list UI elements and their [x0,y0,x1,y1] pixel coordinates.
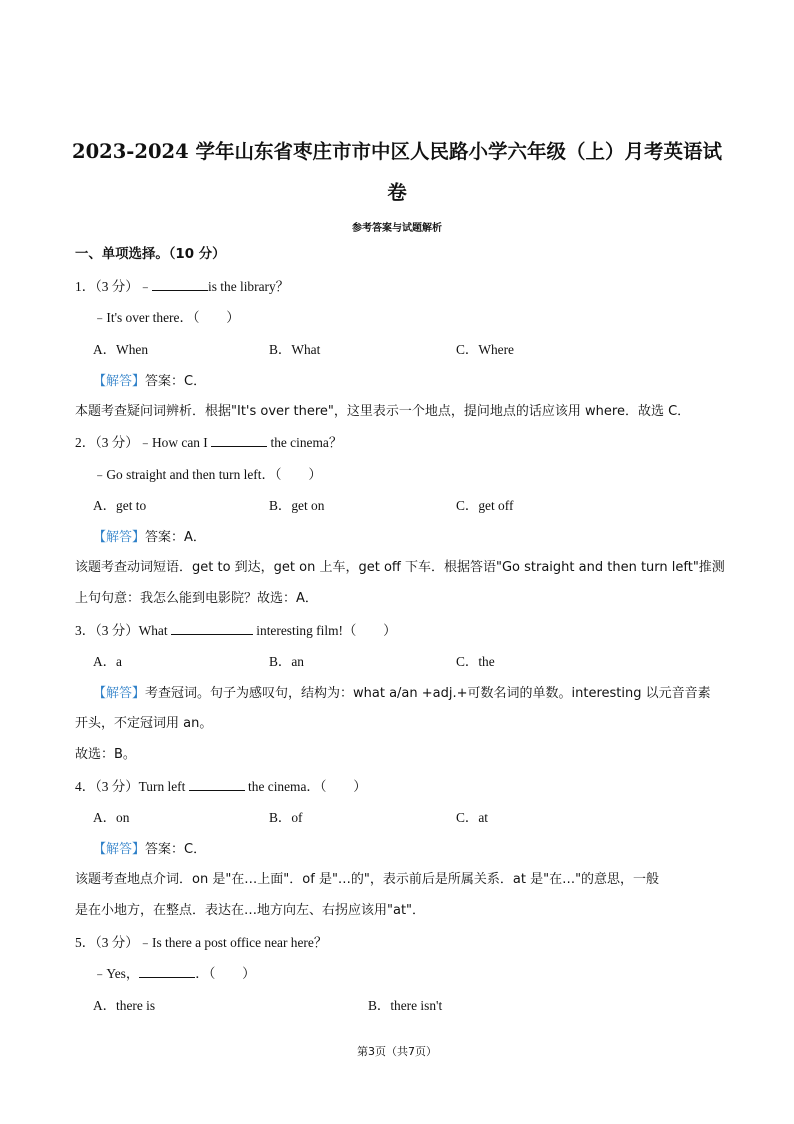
question-3 [75,622,397,640]
question-1-stem-post: is the library？ [208,279,290,294]
question-5-reply [93,965,256,983]
page-title-line-2: 卷 [387,181,407,204]
question-4-option-b: B．of [269,810,303,825]
question-4-answer [93,840,206,859]
question-5-option-a: A．there is [93,998,156,1013]
question-3-stem-pre: 3．（3 分）What [75,623,171,638]
question-2-answer [93,528,206,547]
question-1-stem-pre: 1．（3 分）﹣ [75,279,152,294]
question-4-blank [189,778,245,791]
question-3-option-b: B．an [269,654,304,669]
question-4 [75,778,367,796]
question-3-answer-text: 考查冠词。句子为感叹句，结构为：what a/an +adj.+可数名词的单数。interesting 以元音音素 [145,686,711,701]
question-1-option-a: A．When [93,342,149,357]
question-5-option-b: B．there isn't [368,998,443,1013]
question-4-explanation-line-1: 该题考查地点介词．on 是"在…上面"．of 是"…的"，表示前后是所属关系．at 是"在…"的意思，一般 [75,872,660,887]
question-2-option-c: C．get off [456,498,514,513]
question-1-answer [93,372,206,391]
question-2-option-a: A．get to [93,498,147,513]
question-2-explanation-line-2: 上句句意：我怎么能到电影院？故选：A． [75,591,318,606]
question-4-stem-pre: 4．（3 分）Turn left [75,779,189,794]
question-2-reply: ﹣Go straight and then turn left．（ ） [93,467,322,482]
question-4-option-a: A．on [93,810,130,825]
question-3-answer [93,684,711,703]
question-1-answer-text: 答案：C． [145,374,207,389]
question-2-blank [211,434,267,447]
question-2-answer-text: 答案：A． [145,530,206,545]
question-3-explanation-line-1: 开头，不定冠词用 an。 [75,716,213,731]
question-3-blank [171,622,253,635]
question-5-reply-post: ．（ ） [195,966,256,981]
question-3-option-a: A．a [93,654,123,669]
question-2-stem-pre: 2．（3 分）﹣How can I [75,435,212,450]
question-1-option-c: C．Where [456,342,515,357]
question-5: 5．（3 分）﹣Is there a post office near here？ [75,935,328,950]
question-1 [75,278,289,296]
question-4-option-c: C．at [456,810,488,825]
question-2 [75,434,342,452]
question-2-explanation-line-1: 该题考查动词短语．get to 到达，get on 上车，get off 下车．根据答语"Go straight and then turn left"推测 [75,560,725,575]
question-3-option-c: C．the [456,654,495,669]
question-3-stem-post: interesting film!（ ） [252,623,397,638]
answer-tag: 【解答】 [93,374,146,389]
question-4-explanation-line-2: 是在小地方，在整点．表达在…地方向左、右拐应该用"at"． [75,903,426,918]
question-1-blank [152,278,208,291]
question-1-explanation: 本题考查疑问词辨析．根据"It's over there"，这里表示一个地点，提问地点的话应该用 where．故选 C． [75,404,691,419]
answer-tag: 【解答】 [93,686,146,701]
section-heading: 一、单项选择。（10 分） [75,247,226,262]
question-4-stem-post: the cinema．（ ） [244,779,367,794]
question-2-stem-post: the cinema？ [267,435,343,450]
page-title-line-1: 2023-2024 学年山东省枣庄市市中区人民路小学六年级（上）月考英语试 [72,140,722,163]
answer-tag: 【解答】 [93,842,146,857]
question-1-option-b: B．What [269,342,321,357]
question-5-blank [139,965,195,978]
question-1-reply: ﹣It's over there．（ ） [93,310,240,325]
question-4-answer-text: 答案：C． [145,842,207,857]
question-5-reply-pre: ﹣Yes， [93,966,140,981]
page-subtitle: 参考答案与试题解析 [352,223,442,234]
answer-tag: 【解答】 [93,530,146,545]
question-2-option-b: B．get on [269,498,325,513]
question-3-explanation-line-2: 故选：B。 [75,747,136,762]
page-footer: 第3页（共7页） [357,1045,437,1058]
